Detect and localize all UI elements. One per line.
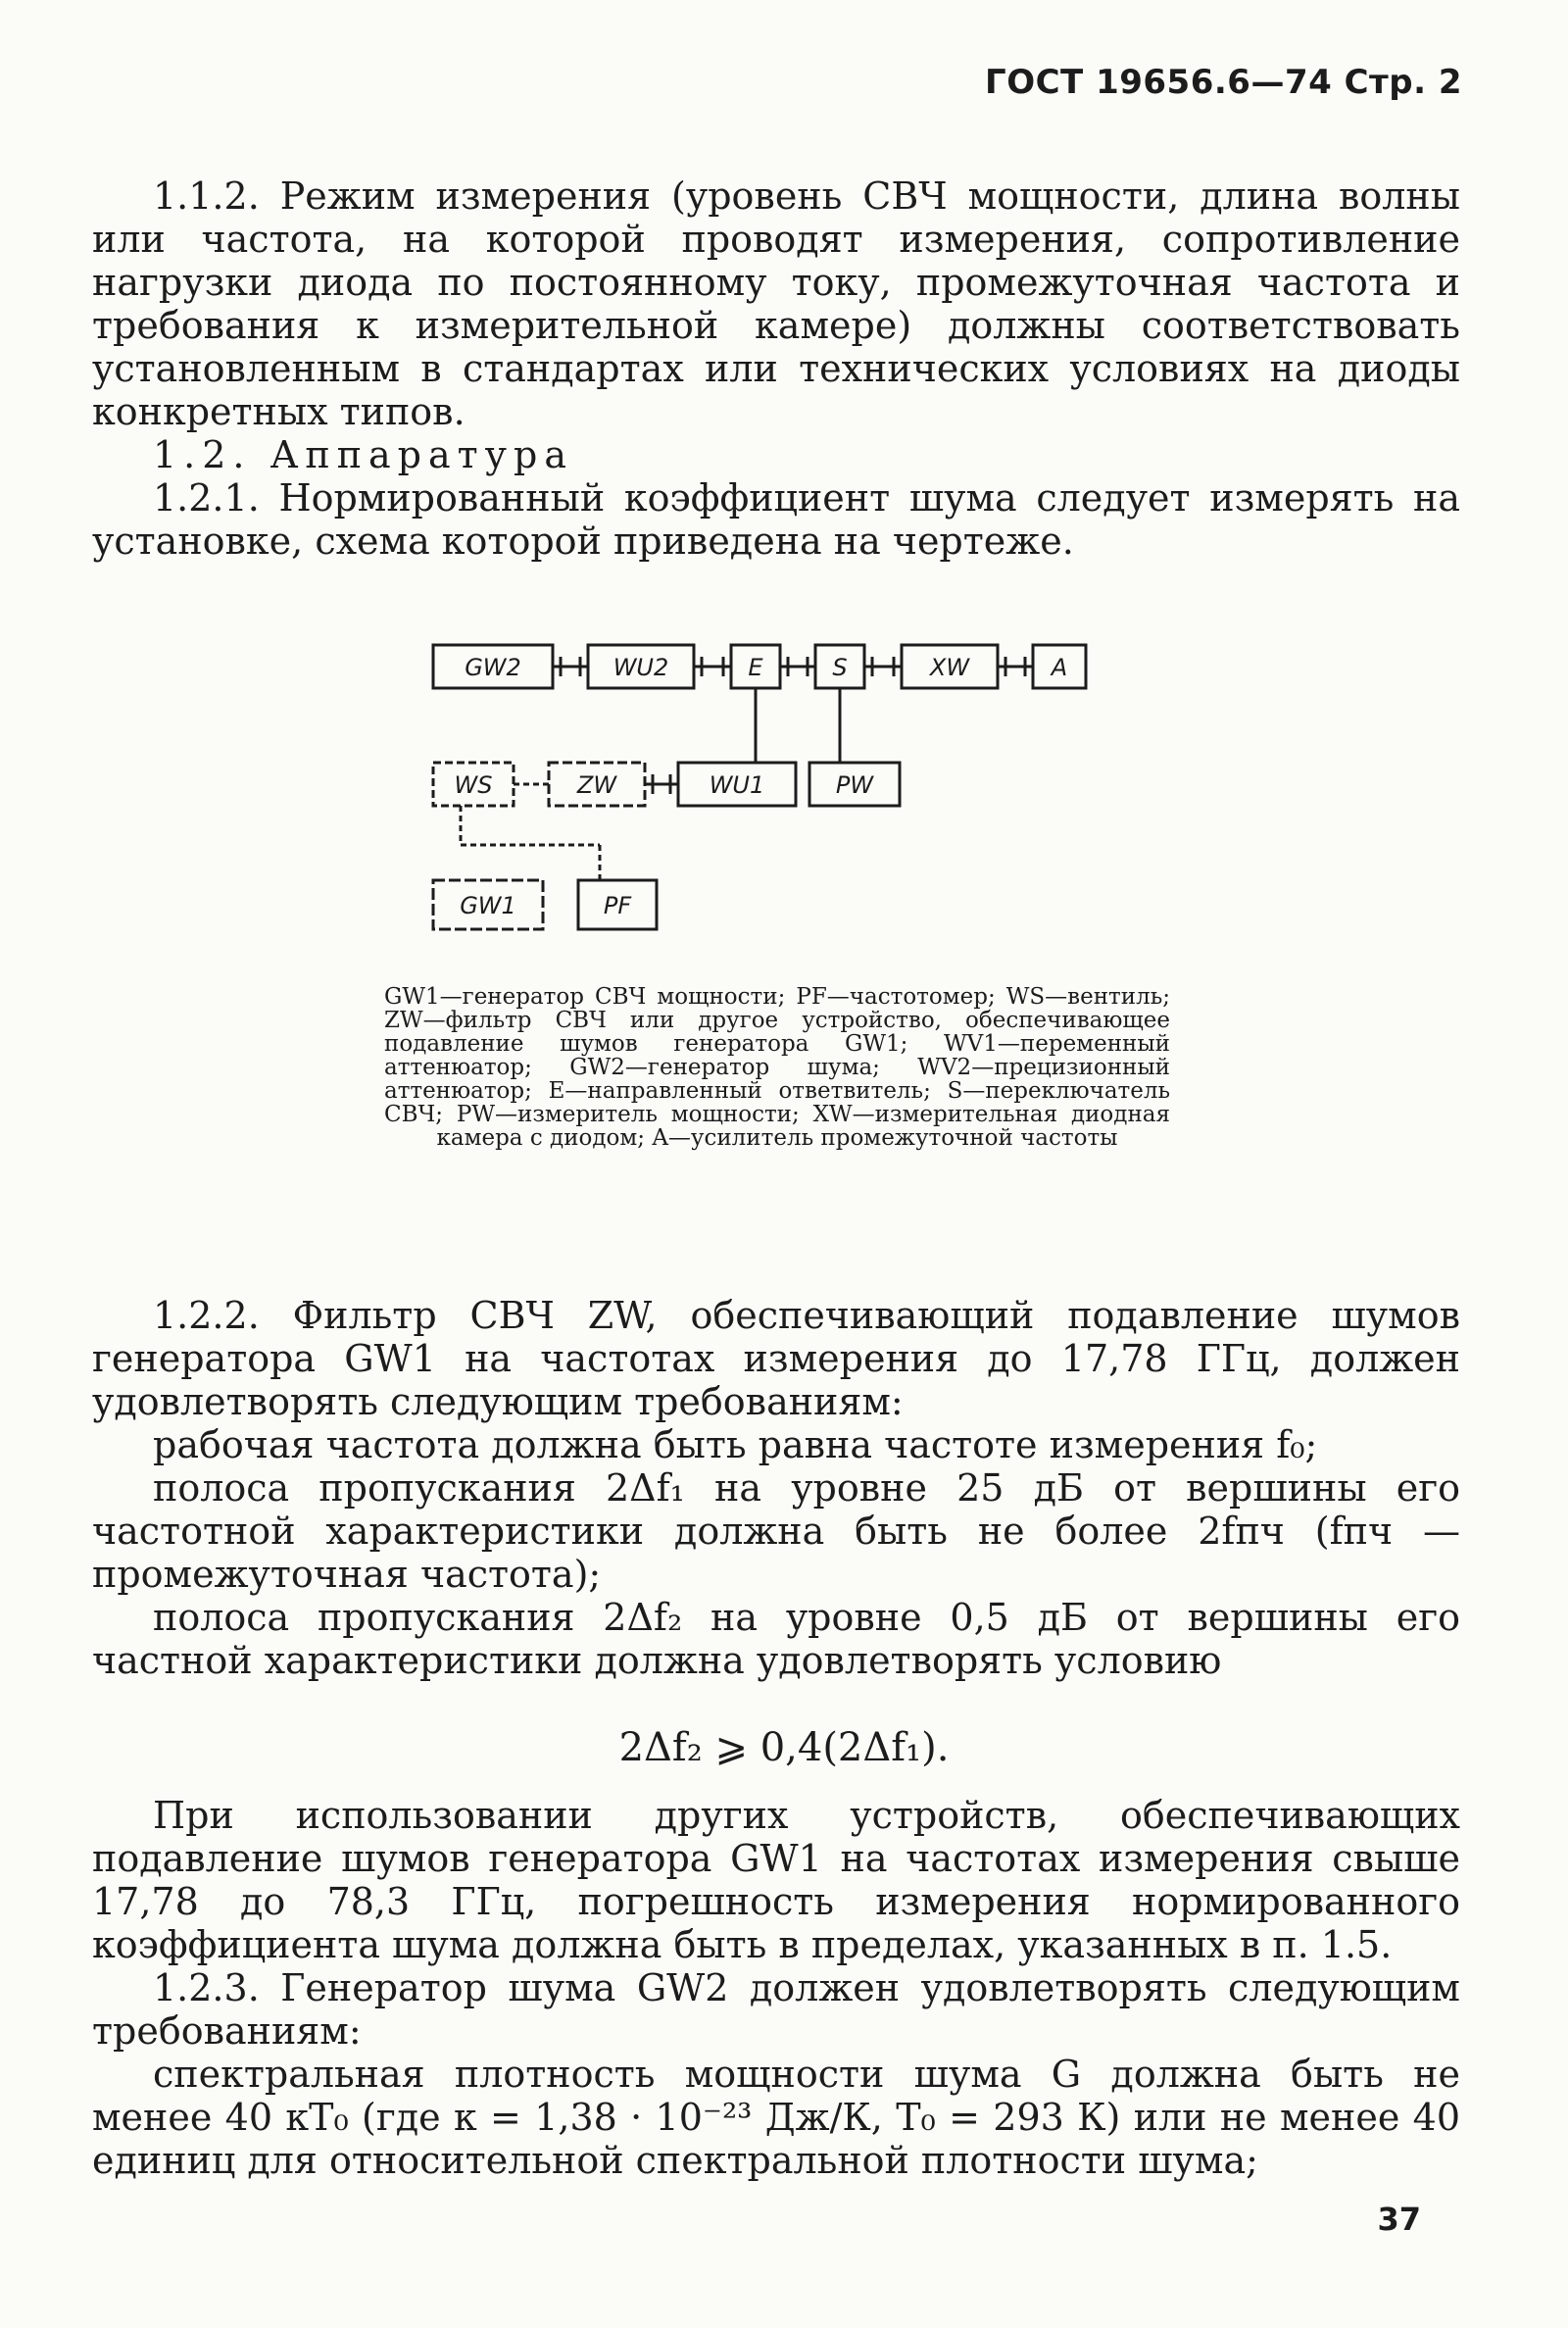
page-number: 37	[1377, 2201, 1421, 2238]
paragraph-working-frequency: рабочая частота должна быть равна частоте измерения f₀;	[153, 1423, 1318, 1466]
label-ws: WS	[454, 771, 493, 799]
formula-bandwidth-condition: 2Δf₂ ⩾ 0,4(2Δf₁).	[618, 1725, 950, 1770]
label-xw: XW	[929, 654, 970, 681]
label-a: A	[1051, 654, 1068, 681]
section-noise-generator	[92, 1794, 1460, 2182]
paragraph-other-devices: При использовании других устройств, обеспечивающих подавление шумов генератора GW1 на частотах измерения свыше 17,78 до 78,3 ГГц, погрешность измерения нормированного коэффициента шума должна быть в пределах, указанных в п. 1.5.	[92, 1794, 1460, 1966]
page-header: ГОСТ 19656.6—74 Стр. 2	[985, 63, 1462, 102]
label-pw: PW	[835, 771, 874, 799]
block-diagram	[421, 627, 1107, 961]
heading-apparatus: 1.2. Аппаратура	[153, 433, 574, 476]
diagram-caption: GW1—генератор СВЧ мощности; PF—частотомер; WS—вентиль; ZW—фильтр СВЧ или другое устройство, обеспечивающее подавление шумов генератора GW1; WV1—переменный аттенюатор; GW2—генератор шума; WV2—прецизионный аттенюатор; E—направленный ответвитель; S—переключатель СВЧ; PW—измеритель мощности; XW—измерительная диодная камера с диодом; A—усилитель промежуточной частоты	[384, 984, 1170, 1151]
paragraph-bandwidth-05db: полоса пропускания 2Δf₂ на уровне 0,5 дБ от вершины его частной характеристики должна удовлетворять условию	[92, 1596, 1460, 1682]
paragraph-bandwidth-25db: полоса пропускания 2Δf₁ на уровне 25 дБ от вершины его частотной характеристики должна быть не более 2fпч (fпч — промежуточная частота);	[92, 1466, 1460, 1596]
label-zw: ZW	[576, 771, 617, 799]
paragraph-1-2-3: 1.2.3. Генератор шума GW2 должен удовлетворять следующим требованиям:	[92, 1966, 1460, 2053]
paragraph-1-1-2: 1.1.2. Режим измерения (уровень СВЧ мощности, длина волны или частота, на которой проводят измерения, сопротивление нагрузки диода по постоянному току, промежуточная частота и требования к измерительной камере) должны соответствовать установленным в стандартах или технических условиях на диоды конкретных типов.	[92, 174, 1460, 433]
paragraph-spectral-density: спектральная плотность мощности шума G должна быть не менее 40 кT₀ (где к = 1,38 · 10⁻²³ Дж/К, T₀ = 293 К) или не менее 40 единиц для относительной спектральной плотности шума;	[92, 2053, 1460, 2182]
paragraph-1-2-2: 1.2.2. Фильтр СВЧ ZW, обеспечивающий подавление шумов генератора GW1 на частотах измерения до 17,78 ГГц, должен удовлетворять следующим требованиям:	[92, 1294, 1460, 1423]
label-wu2: WU2	[612, 654, 669, 681]
label-gw2: GW2	[465, 654, 521, 681]
section-filter	[92, 1294, 1460, 1682]
label-gw1: GW1	[460, 892, 516, 919]
label-wu1: WU1	[709, 771, 765, 799]
section-intro	[92, 174, 1460, 563]
label-pf: PF	[603, 892, 632, 919]
label-e: E	[748, 654, 763, 681]
paragraph-1-2-1: 1.2.1. Нормированный коэффициент шума следует измерять на установке, схема которой приведена на чертеже.	[92, 476, 1460, 563]
label-s: S	[832, 654, 848, 681]
